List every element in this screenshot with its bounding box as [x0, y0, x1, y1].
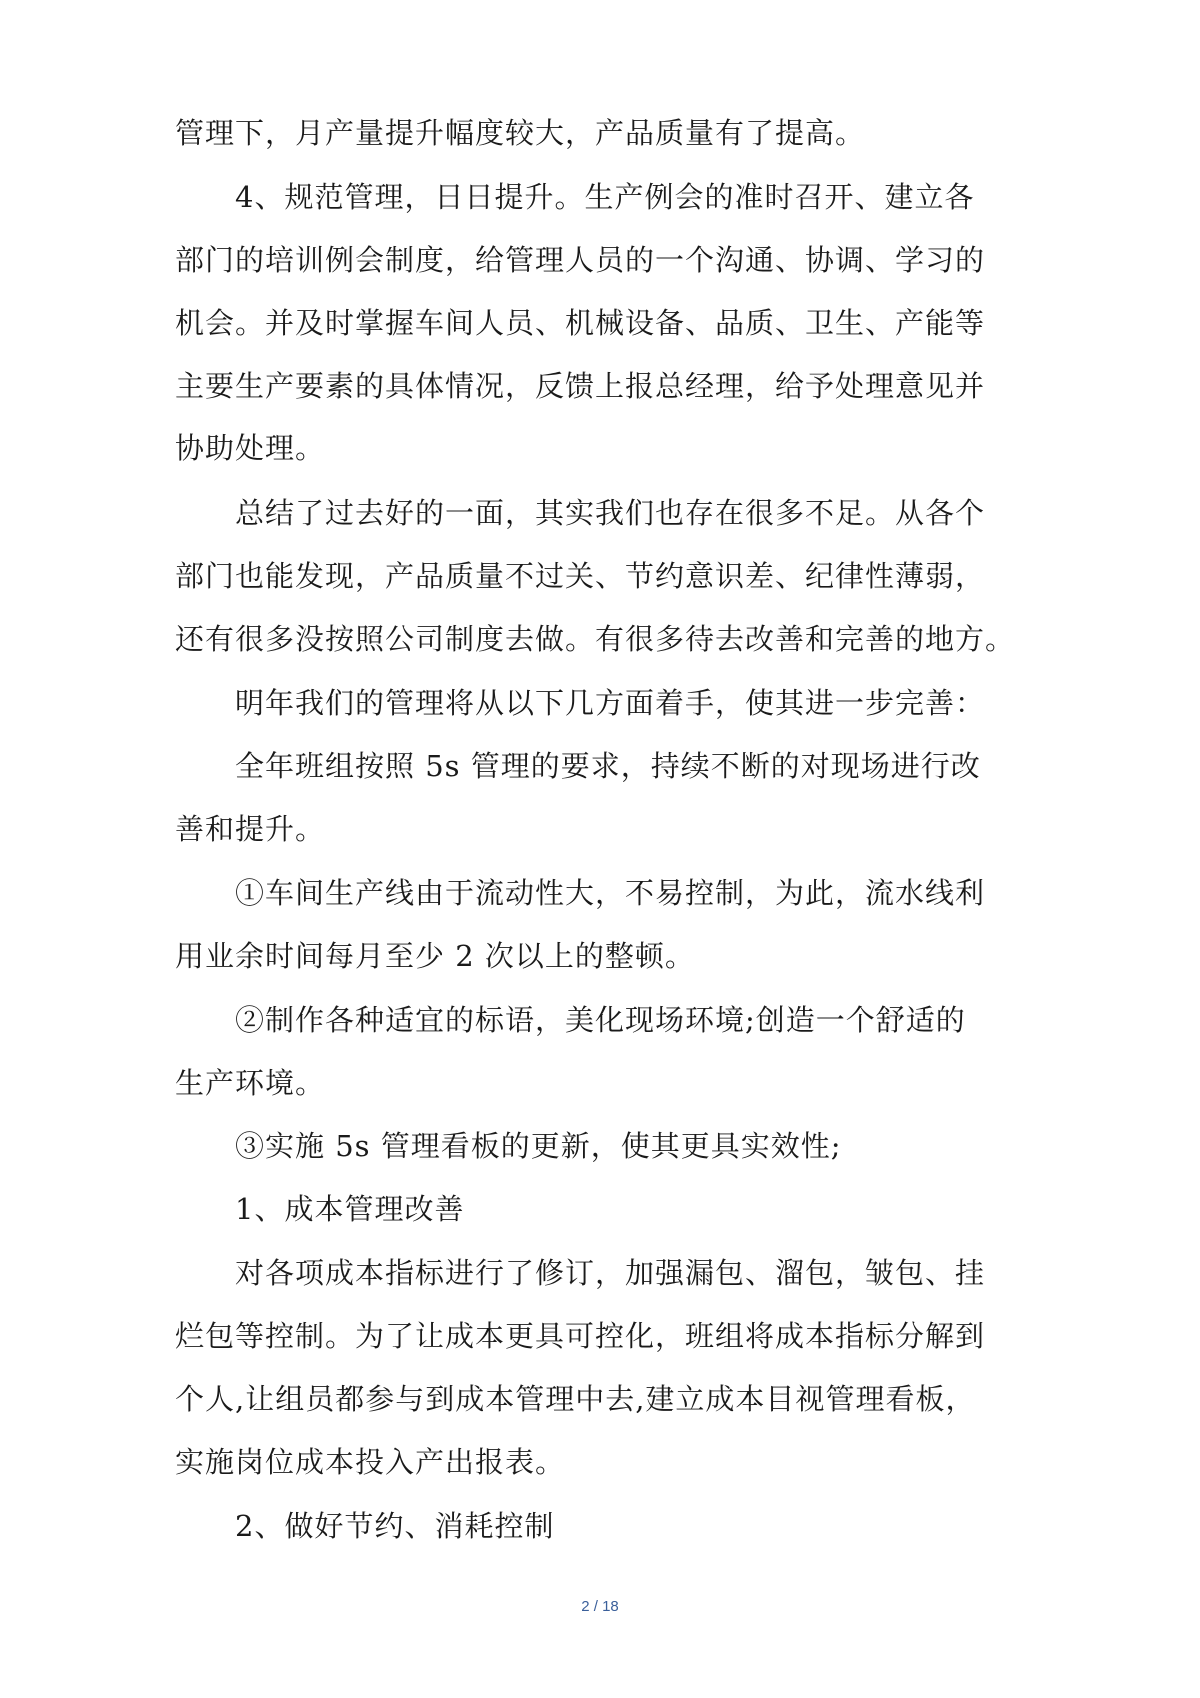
text-line: ①车间生产线由于流动性大，不易控制，为此，流水线利 — [175, 876, 986, 910]
text-line: 生产环境。 — [175, 1066, 326, 1100]
text-line: 烂包等控制。为了让成本更具可控化，班组将成本指标分解到 — [175, 1319, 986, 1353]
text-line: ③实施 5s 管理看板的更新，使其更具实效性; — [175, 1129, 842, 1163]
text-line: 用业余时间每月至少 2 次以上的整顿。 — [175, 939, 695, 973]
text-line: 4、规范管理，日日提升。生产例会的准时召开、建立各 — [175, 180, 975, 214]
text-line: 善和提升。 — [175, 812, 326, 846]
text-line: 协助处理。 — [175, 431, 326, 465]
text-line: 1、成本管理改善 — [175, 1192, 465, 1226]
text-line: 对各项成本指标进行了修订，加强漏包、溜包，皱包、挂 — [175, 1256, 986, 1290]
text-line: ②制作各种适宜的标语，美化现场环境;创造一个舒适的 — [175, 1003, 966, 1037]
text-line: 2、做好节约、消耗控制 — [175, 1509, 555, 1543]
text-line: 明年我们的管理将从以下几方面着手，使其进一步完善： — [175, 686, 986, 720]
text-line: 个人,让组员都参与到成本管理中去,建立成本目视管理看板， — [175, 1382, 976, 1416]
text-line: 总结了过去好的一面，其实我们也存在很多不足。从各个 — [175, 496, 986, 530]
text-line: 管理下，月产量提升幅度较大，产品质量有了提高。 — [175, 116, 866, 150]
text-line: 实施岗位成本投入产出报表。 — [175, 1445, 566, 1479]
text-line: 部门的培训例会制度，给管理人员的一个沟通、协调、学习的 — [175, 243, 986, 277]
text-line: 还有很多没按照公司制度去做。有很多待去改善和完善的地方。 — [175, 622, 1016, 656]
text-line: 全年班组按照 5s 管理的要求，持续不断的对现场进行改 — [175, 749, 981, 783]
text-line: 部门也能发现，产品质量不过关、节约意识差、纪律性薄弱， — [175, 559, 986, 593]
page-number: 2 / 18 — [581, 1598, 619, 1615]
text-line: 机会。并及时掌握车间人员、机械设备、品质、卫生、产能等 — [175, 306, 986, 340]
text-line: 主要生产要素的具体情况，反馈上报总经理，给予处理意见并 — [175, 369, 986, 403]
